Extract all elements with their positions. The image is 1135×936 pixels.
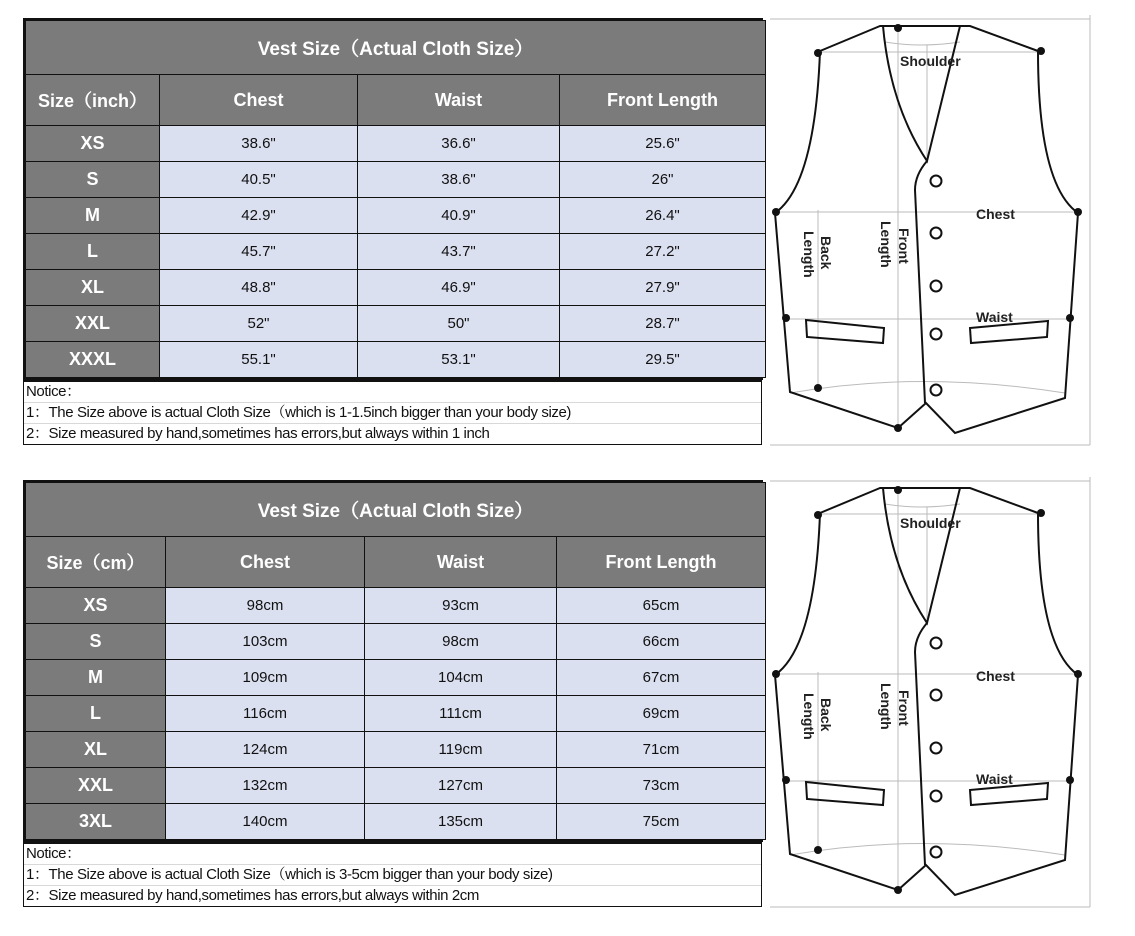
size-label: S [26, 624, 166, 660]
notice-line-2: 2：Size measured by hand,sometimes has errors,but always within 1 inch [26, 425, 490, 442]
table-row [26, 198, 766, 234]
chest-value: 40.5" [160, 162, 358, 198]
waist-label: Waist [976, 309, 1013, 325]
shoulder-label: Shoulder [900, 515, 961, 531]
header-waist: Waist [365, 537, 557, 588]
table-row [26, 660, 766, 696]
vest-illustration [770, 15, 1130, 455]
header-size: Size（cm） [26, 537, 166, 588]
front-length-value: 75cm [557, 804, 766, 840]
table-row [26, 768, 766, 804]
shoulder-label: Shoulder [900, 53, 961, 69]
table-row [26, 162, 766, 198]
front-length-value: 71cm [557, 732, 766, 768]
chest-label: Chest [976, 206, 1015, 222]
inch-size-table [25, 20, 766, 378]
table-row [26, 342, 766, 378]
waist-value: 43.7" [358, 234, 560, 270]
size-label: M [26, 660, 166, 696]
chest-value: 55.1" [160, 342, 358, 378]
chest-value: 132cm [166, 768, 365, 804]
size-label: M [26, 198, 160, 234]
chest-value: 103cm [166, 624, 365, 660]
chest-value: 48.8" [160, 270, 358, 306]
back-length-label-1: Back [818, 698, 834, 732]
front-length-label-1: Front [896, 690, 912, 726]
cm-notice [23, 842, 762, 907]
waist-value: 135cm [365, 804, 557, 840]
table-row [26, 804, 766, 840]
header-front-length: Front Length [557, 537, 766, 588]
chest-value: 116cm [166, 696, 365, 732]
table-row [26, 126, 766, 162]
waist-value: 127cm [365, 768, 557, 804]
inch-size-chart [23, 18, 763, 445]
waist-value: 104cm [365, 660, 557, 696]
inch-table-title: Vest Size（Actual Cloth Size） [26, 21, 766, 75]
table-row [26, 270, 766, 306]
front-length-value: 29.5" [560, 342, 766, 378]
waist-value: 53.1" [358, 342, 560, 378]
notice-heading: Notice： [24, 382, 761, 403]
chest-value: 124cm [166, 732, 365, 768]
vest-diagram-top [770, 15, 1130, 455]
front-length-value: 28.7" [560, 306, 766, 342]
cm-table-frame [23, 480, 763, 842]
waist-value: 46.9" [358, 270, 560, 306]
vest-diagram-bottom [770, 477, 1130, 917]
front-length-value: 66cm [557, 624, 766, 660]
waist-value: 93cm [365, 588, 557, 624]
front-length-label-2: Length [878, 221, 894, 268]
size-label: L [26, 696, 166, 732]
size-label: XS [26, 126, 160, 162]
front-length-value: 65cm [557, 588, 766, 624]
table-row [26, 306, 766, 342]
size-label: XL [26, 270, 160, 306]
front-length-value: 26" [560, 162, 766, 198]
table-row [26, 624, 766, 660]
front-length-label-1: Front [896, 228, 912, 264]
chest-value: 42.9" [160, 198, 358, 234]
size-label: 3XL [26, 804, 166, 840]
size-label: XXXL [26, 342, 160, 378]
inch-table-frame [23, 18, 763, 380]
front-length-value: 26.4" [560, 198, 766, 234]
notice-heading: Notice： [24, 844, 761, 865]
header-chest: Chest [160, 75, 358, 126]
waist-label: Waist [976, 771, 1013, 787]
table-row [26, 732, 766, 768]
inch-notice [23, 380, 762, 445]
cm-table-title: Vest Size（Actual Cloth Size） [26, 483, 766, 537]
back-length-label-2: Length [801, 693, 817, 740]
front-length-value: 69cm [557, 696, 766, 732]
chest-value: 140cm [166, 804, 365, 840]
notice-line-1: 1：The Size above is actual Cloth Size（which is 1-1.5inch bigger than your body size) [24, 403, 761, 424]
size-label: XXL [26, 768, 166, 804]
chest-label: Chest [976, 668, 1015, 684]
waist-value: 119cm [365, 732, 557, 768]
waist-value: 40.9" [358, 198, 560, 234]
table-row [26, 696, 766, 732]
waist-value: 36.6" [358, 126, 560, 162]
vest-illustration [770, 477, 1130, 917]
size-label: XS [26, 588, 166, 624]
chest-value: 109cm [166, 660, 365, 696]
table-row [26, 588, 766, 624]
front-length-value: 25.6" [560, 126, 766, 162]
cm-size-table [25, 482, 766, 840]
header-size: Size（inch） [26, 75, 160, 126]
notice-line-2: 2：Size measured by hand,sometimes has errors,but always within 2cm [26, 887, 479, 904]
waist-value: 38.6" [358, 162, 560, 198]
chest-value: 45.7" [160, 234, 358, 270]
size-label: S [26, 162, 160, 198]
front-length-value: 27.2" [560, 234, 766, 270]
back-length-label-2: Length [801, 231, 817, 278]
table-row [26, 234, 766, 270]
waist-value: 50" [358, 306, 560, 342]
back-length-label-1: Back [818, 236, 834, 270]
size-label: L [26, 234, 160, 270]
front-length-label-2: Length [878, 683, 894, 730]
chest-value: 38.6" [160, 126, 358, 162]
cm-size-chart [23, 480, 763, 907]
header-waist: Waist [358, 75, 560, 126]
chest-value: 98cm [166, 588, 365, 624]
waist-value: 98cm [365, 624, 557, 660]
size-label: XL [26, 732, 166, 768]
header-chest: Chest [166, 537, 365, 588]
front-length-value: 27.9" [560, 270, 766, 306]
chest-value: 52" [160, 306, 358, 342]
header-front-length: Front Length [560, 75, 766, 126]
front-length-value: 67cm [557, 660, 766, 696]
size-label: XXL [26, 306, 160, 342]
front-length-value: 73cm [557, 768, 766, 804]
waist-value: 111cm [365, 696, 557, 732]
notice-line-1: 1：The Size above is actual Cloth Size（which is 3-5cm bigger than your body size) [24, 865, 761, 886]
